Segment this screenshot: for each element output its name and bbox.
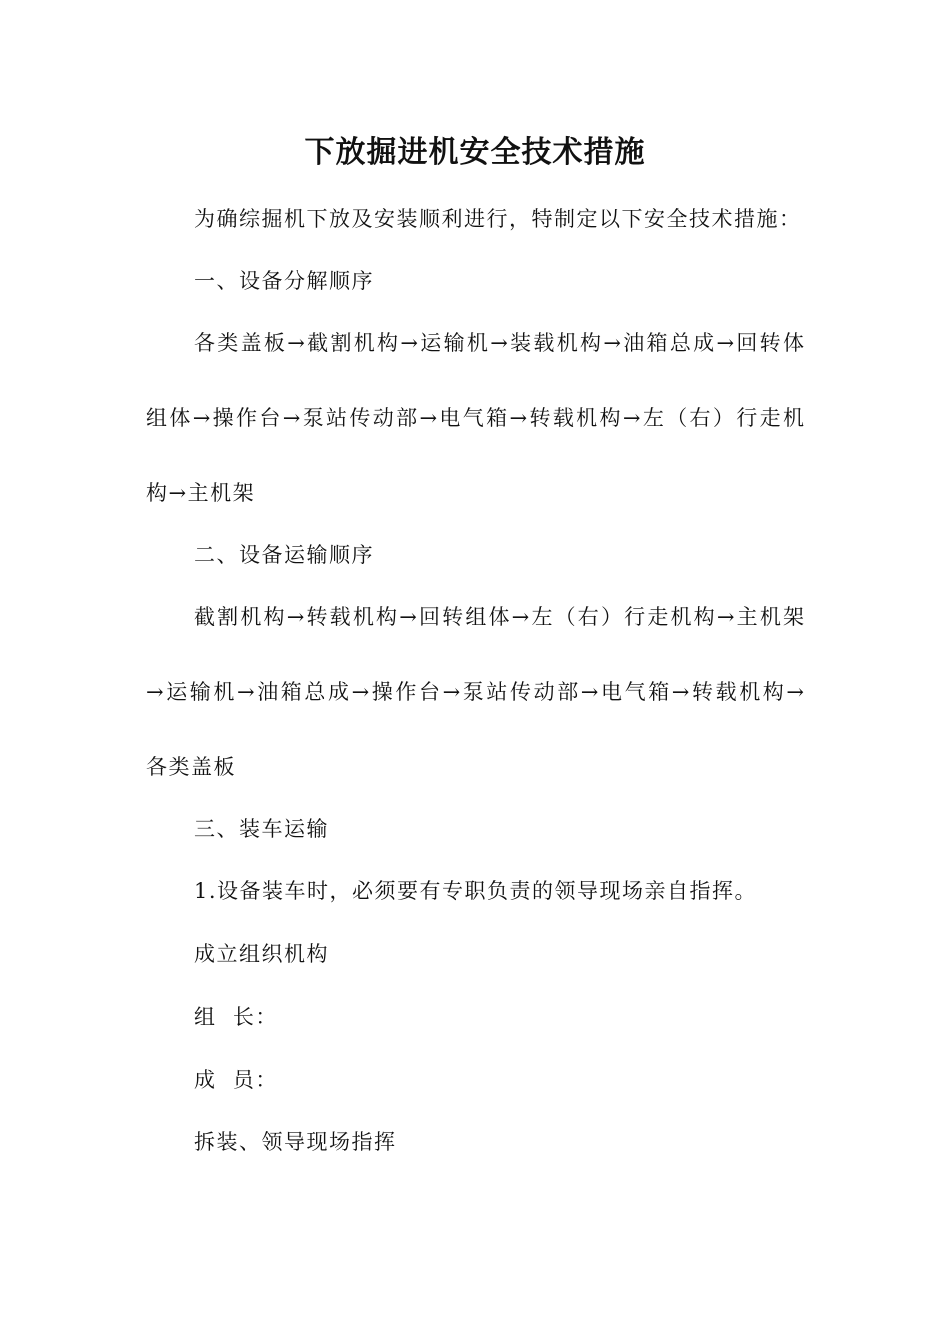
section1-line-1: 各类盖板→截割机构→运输机→装载机构→油箱总成→回转体 xyxy=(194,331,804,355)
members-label: 成 员： xyxy=(194,1068,278,1092)
section2-line-3: 各类盖板 xyxy=(146,755,236,779)
group-leader-label: 组 长： xyxy=(194,1005,278,1029)
organization-heading: 成立组织机构 xyxy=(194,942,329,966)
section2-line-1: 截割机构→转载机构→回转组体→左（右）行走机构→主机架 xyxy=(194,605,804,629)
section1-line-3: 构→主机架 xyxy=(146,481,256,505)
section1-heading: 一、设备分解顺序 xyxy=(194,269,374,293)
section2-line-2: →运输机→油箱总成→操作台→泵站传动部→电气箱→转载机构→ xyxy=(146,680,804,704)
section1-line-2: 组体→操作台→泵站传动部→电气箱→转载机构→左（右）行走机 xyxy=(146,406,804,430)
intro-paragraph: 为确综掘机下放及安装顺利进行，特制定以下安全技术措施： xyxy=(194,207,802,231)
section3-heading: 三、装车运输 xyxy=(194,817,329,841)
section3-item-1: 1.设备装车时，必须要有专职负责的领导现场亲自指挥。 xyxy=(194,879,758,903)
document-title: 下放掘进机安全技术措施 xyxy=(304,135,646,170)
duty-line: 拆装、领导现场指挥 xyxy=(194,1130,397,1154)
section2-heading: 二、设备运输顺序 xyxy=(194,543,374,567)
